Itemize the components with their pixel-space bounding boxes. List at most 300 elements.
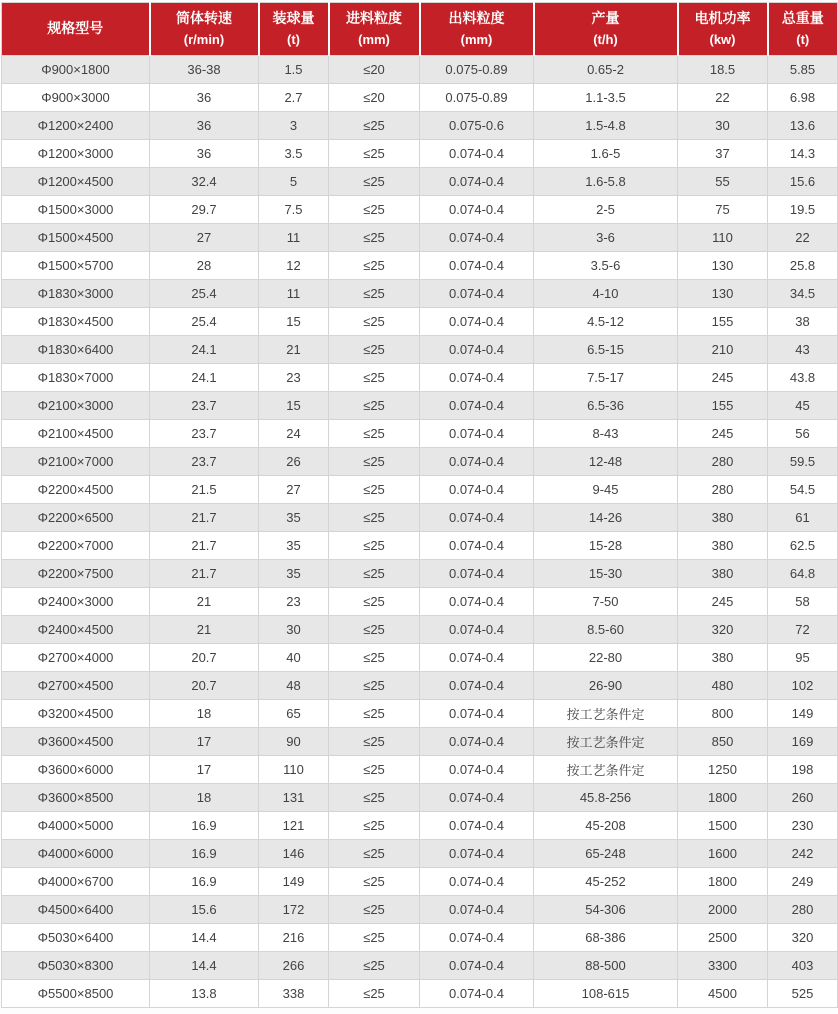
value-cell: 90	[259, 728, 329, 756]
value-cell: 22-80	[534, 644, 678, 672]
table-row	[2, 560, 838, 588]
value-cell: 0.074-0.4	[420, 728, 534, 756]
column-header-unit: (kw)	[709, 31, 736, 47]
value-cell: 21	[259, 336, 329, 364]
value-cell: 36-38	[150, 56, 259, 84]
value-cell: 3.5-6	[534, 252, 678, 280]
table-row	[2, 588, 838, 616]
model-cell: Φ1830×4500	[2, 308, 150, 336]
value-cell: ≤25	[329, 448, 420, 476]
value-cell: ≤25	[329, 364, 420, 392]
value-cell: 149	[259, 868, 329, 896]
column-header-7	[768, 3, 838, 56]
value-cell: ≤25	[329, 728, 420, 756]
value-cell: 17	[150, 756, 259, 784]
value-cell: 1.1-3.5	[534, 84, 678, 112]
value-cell: 2500	[678, 924, 768, 952]
value-cell: 280	[678, 448, 768, 476]
value-cell: 230	[768, 812, 838, 840]
value-cell: 149	[768, 700, 838, 728]
value-cell: 210	[678, 336, 768, 364]
model-cell: Φ5500×8500	[2, 980, 150, 1008]
value-cell: 130	[678, 280, 768, 308]
model-cell: Φ1830×6400	[2, 336, 150, 364]
value-cell: 45.8-256	[534, 784, 678, 812]
value-cell: 130	[678, 252, 768, 280]
value-cell: 24.1	[150, 336, 259, 364]
value-cell: 0.075-0.89	[420, 56, 534, 84]
value-cell: 403	[768, 952, 838, 980]
value-cell: 8-43	[534, 420, 678, 448]
value-cell: 37	[678, 140, 768, 168]
value-cell: 12-48	[534, 448, 678, 476]
value-cell: 0.074-0.4	[420, 756, 534, 784]
value-cell: 23.7	[150, 448, 259, 476]
table-header-row	[2, 3, 838, 56]
value-cell: 6.5-36	[534, 392, 678, 420]
value-cell: 35	[259, 504, 329, 532]
table-row	[2, 420, 838, 448]
column-header-label: 总重量	[781, 10, 824, 27]
column-header-label: 进料粒度	[346, 10, 402, 27]
value-cell: ≤25	[329, 700, 420, 728]
value-cell: ≤25	[329, 560, 420, 588]
value-cell: 0.074-0.4	[420, 532, 534, 560]
value-cell: 0.074-0.4	[420, 924, 534, 952]
value-cell: 21.7	[150, 504, 259, 532]
value-cell: 0.074-0.4	[420, 140, 534, 168]
value-cell: ≤25	[329, 420, 420, 448]
table-row	[2, 392, 838, 420]
value-cell: 36	[150, 84, 259, 112]
value-cell: 1250	[678, 756, 768, 784]
value-cell: 14-26	[534, 504, 678, 532]
value-cell: ≤25	[329, 280, 420, 308]
table-row	[2, 896, 838, 924]
model-cell: Φ5030×8300	[2, 952, 150, 980]
value-cell: 380	[678, 532, 768, 560]
column-header-label: 出料粒度	[448, 10, 505, 27]
value-cell: 6.5-15	[534, 336, 678, 364]
value-cell: ≤25	[329, 140, 420, 168]
model-cell: Φ2700×4000	[2, 644, 150, 672]
value-cell: 0.074-0.4	[420, 196, 534, 224]
table-row	[2, 280, 838, 308]
model-cell: Φ2400×4500	[2, 616, 150, 644]
value-cell: ≤25	[329, 224, 420, 252]
model-cell: Φ2200×4500	[2, 476, 150, 504]
value-cell: 15	[259, 392, 329, 420]
value-cell: 11	[259, 280, 329, 308]
value-cell: ≤20	[329, 84, 420, 112]
table-row	[2, 112, 838, 140]
value-cell: ≤25	[329, 616, 420, 644]
value-cell: 131	[259, 784, 329, 812]
value-cell: 7.5-17	[534, 364, 678, 392]
value-cell: 242	[768, 840, 838, 868]
value-cell: 23.7	[150, 420, 259, 448]
value-cell: 26	[259, 448, 329, 476]
value-cell: 11	[259, 224, 329, 252]
value-cell: ≤25	[329, 812, 420, 840]
value-cell: 28	[150, 252, 259, 280]
model-cell: Φ2400×3000	[2, 588, 150, 616]
value-cell: 25.4	[150, 308, 259, 336]
value-cell: 68-386	[534, 924, 678, 952]
value-cell: 0.074-0.4	[420, 896, 534, 924]
model-cell: Φ1830×3000	[2, 280, 150, 308]
value-cell: 45-252	[534, 868, 678, 896]
column-header-6	[678, 3, 768, 56]
table-row	[2, 252, 838, 280]
value-cell: ≤25	[329, 476, 420, 504]
value-cell: 6.98	[768, 84, 838, 112]
value-cell: 30	[259, 616, 329, 644]
value-cell: 169	[768, 728, 838, 756]
model-cell: Φ1200×3000	[2, 140, 150, 168]
table-row	[2, 784, 838, 812]
model-cell: Φ1500×4500	[2, 224, 150, 252]
value-cell: 36	[150, 140, 259, 168]
table-row	[2, 224, 838, 252]
value-cell: 0.074-0.4	[420, 252, 534, 280]
value-cell: 0.075-0.89	[420, 84, 534, 112]
column-header-5	[534, 3, 678, 56]
column-header-unit: (t)	[796, 31, 810, 47]
value-cell: 58	[768, 588, 838, 616]
value-cell: 0.074-0.4	[420, 700, 534, 728]
value-cell: 22	[678, 84, 768, 112]
value-cell: 20.7	[150, 644, 259, 672]
model-cell: Φ2100×3000	[2, 392, 150, 420]
value-cell: 9-45	[534, 476, 678, 504]
column-header-label: 装球量	[272, 10, 315, 27]
value-cell: ≤25	[329, 644, 420, 672]
value-cell: 19.5	[768, 196, 838, 224]
model-cell: Φ2200×7000	[2, 532, 150, 560]
value-cell: 23	[259, 364, 329, 392]
value-cell: 21	[150, 588, 259, 616]
value-cell: 245	[678, 420, 768, 448]
value-cell: 260	[768, 784, 838, 812]
value-cell: 0.074-0.4	[420, 616, 534, 644]
value-cell: 380	[678, 504, 768, 532]
value-cell: 3	[259, 112, 329, 140]
table-row	[2, 504, 838, 532]
model-cell: Φ1200×4500	[2, 168, 150, 196]
value-cell: ≤25	[329, 504, 420, 532]
value-cell: 22	[768, 224, 838, 252]
model-cell: Φ5030×6400	[2, 924, 150, 952]
value-cell: 13.8	[150, 980, 259, 1008]
value-cell: 1.6-5.8	[534, 168, 678, 196]
value-cell: ≤25	[329, 532, 420, 560]
value-cell: 0.074-0.4	[420, 224, 534, 252]
value-cell: 380	[678, 560, 768, 588]
value-cell: 21.7	[150, 532, 259, 560]
value-cell: ≤25	[329, 784, 420, 812]
model-cell: Φ1200×2400	[2, 112, 150, 140]
table-row	[2, 56, 838, 84]
value-cell: 2.7	[259, 84, 329, 112]
model-cell: Φ4500×6400	[2, 896, 150, 924]
value-cell: 172	[259, 896, 329, 924]
value-cell: 0.074-0.4	[420, 168, 534, 196]
value-cell: 280	[768, 896, 838, 924]
model-cell: Φ4000×6000	[2, 840, 150, 868]
value-cell: 24.1	[150, 364, 259, 392]
model-cell: Φ2200×7500	[2, 560, 150, 588]
value-cell: ≤25	[329, 840, 420, 868]
value-cell: 0.075-0.6	[420, 112, 534, 140]
model-cell: Φ3600×8500	[2, 784, 150, 812]
value-cell: 0.074-0.4	[420, 812, 534, 840]
value-cell: 216	[259, 924, 329, 952]
value-cell: 35	[259, 532, 329, 560]
value-cell: 1800	[678, 868, 768, 896]
value-cell: 25.4	[150, 280, 259, 308]
value-cell: 7.5	[259, 196, 329, 224]
value-cell: ≤25	[329, 196, 420, 224]
table-row	[2, 952, 838, 980]
column-header-1	[150, 3, 259, 56]
column-header-4	[420, 3, 534, 56]
model-cell: Φ2100×7000	[2, 448, 150, 476]
model-cell: Φ4000×6700	[2, 868, 150, 896]
column-header-3	[329, 3, 420, 56]
table-row	[2, 476, 838, 504]
table-row	[2, 644, 838, 672]
value-cell: 40	[259, 644, 329, 672]
column-header-unit: (t/h)	[593, 31, 618, 47]
value-cell: 338	[259, 980, 329, 1008]
value-cell: 14.3	[768, 140, 838, 168]
value-cell: 3.5	[259, 140, 329, 168]
value-cell: ≤25	[329, 672, 420, 700]
model-cell: Φ3600×6000	[2, 756, 150, 784]
value-cell: 16.9	[150, 812, 259, 840]
value-cell: 43	[768, 336, 838, 364]
value-cell: 146	[259, 840, 329, 868]
table-row	[2, 308, 838, 336]
value-cell: 27	[150, 224, 259, 252]
value-cell: 3-6	[534, 224, 678, 252]
value-cell: 按工艺条件定	[534, 700, 678, 728]
table-body	[2, 56, 838, 1008]
value-cell: 45-208	[534, 812, 678, 840]
value-cell: 21	[150, 616, 259, 644]
value-cell: ≤25	[329, 168, 420, 196]
value-cell: ≤25	[329, 392, 420, 420]
table-row	[2, 728, 838, 756]
value-cell: 按工艺条件定	[534, 728, 678, 756]
value-cell: 0.074-0.4	[420, 784, 534, 812]
table-row	[2, 196, 838, 224]
value-cell: 0.074-0.4	[420, 336, 534, 364]
value-cell: 110	[678, 224, 768, 252]
value-cell: 2-5	[534, 196, 678, 224]
value-cell: 24	[259, 420, 329, 448]
column-header-unit: (mm)	[358, 31, 390, 47]
value-cell: 320	[768, 924, 838, 952]
value-cell: 800	[678, 700, 768, 728]
value-cell: 72	[768, 616, 838, 644]
value-cell: 45	[768, 392, 838, 420]
value-cell: 1.5	[259, 56, 329, 84]
value-cell: ≤25	[329, 588, 420, 616]
value-cell: 2000	[678, 896, 768, 924]
model-cell: Φ2100×4500	[2, 420, 150, 448]
value-cell: 110	[259, 756, 329, 784]
value-cell: 36	[150, 112, 259, 140]
value-cell: 15.6	[150, 896, 259, 924]
value-cell: 0.074-0.4	[420, 644, 534, 672]
value-cell: 88-500	[534, 952, 678, 980]
model-cell: Φ1500×3000	[2, 196, 150, 224]
table-row	[2, 840, 838, 868]
value-cell: 27	[259, 476, 329, 504]
value-cell: ≤20	[329, 56, 420, 84]
column-header-0	[2, 3, 150, 56]
table-row	[2, 336, 838, 364]
value-cell: 320	[678, 616, 768, 644]
value-cell: 32.4	[150, 168, 259, 196]
value-cell: 38	[768, 308, 838, 336]
value-cell: 23.7	[150, 392, 259, 420]
value-cell: 61	[768, 504, 838, 532]
value-cell: 245	[678, 364, 768, 392]
model-cell: Φ1830×7000	[2, 364, 150, 392]
value-cell: 15-30	[534, 560, 678, 588]
column-header-unit: (r/min)	[183, 31, 225, 47]
value-cell: 43.8	[768, 364, 838, 392]
value-cell: 0.65-2	[534, 56, 678, 84]
value-cell: 0.074-0.4	[420, 280, 534, 308]
table-row	[2, 700, 838, 728]
column-header-label: 筒体转速	[176, 10, 232, 27]
value-cell: 30	[678, 112, 768, 140]
value-cell: 0.074-0.4	[420, 420, 534, 448]
table-row	[2, 924, 838, 952]
value-cell: 25.8	[768, 252, 838, 280]
model-cell: Φ2700×4500	[2, 672, 150, 700]
value-cell: 16.9	[150, 840, 259, 868]
value-cell: 按工艺条件定	[534, 756, 678, 784]
value-cell: 16.9	[150, 868, 259, 896]
model-cell: Φ3200×4500	[2, 700, 150, 728]
table-row	[2, 84, 838, 112]
column-header-2	[259, 3, 329, 56]
value-cell: 54.5	[768, 476, 838, 504]
table-row	[2, 868, 838, 896]
table-row	[2, 756, 838, 784]
column-header-label: 产量	[591, 10, 620, 27]
table-row	[2, 168, 838, 196]
value-cell: ≤25	[329, 980, 420, 1008]
value-cell: 1500	[678, 812, 768, 840]
value-cell: 0.074-0.4	[420, 308, 534, 336]
value-cell: 266	[259, 952, 329, 980]
table-row	[2, 364, 838, 392]
value-cell: 121	[259, 812, 329, 840]
value-cell: 0.074-0.4	[420, 588, 534, 616]
value-cell: 102	[768, 672, 838, 700]
table-row	[2, 672, 838, 700]
value-cell: 380	[678, 644, 768, 672]
value-cell: 155	[678, 308, 768, 336]
value-cell: 0.074-0.4	[420, 476, 534, 504]
table-row	[2, 140, 838, 168]
value-cell: 29.7	[150, 196, 259, 224]
value-cell: 34.5	[768, 280, 838, 308]
value-cell: 249	[768, 868, 838, 896]
value-cell: 12	[259, 252, 329, 280]
table-row	[2, 980, 838, 1008]
spec-table	[1, 2, 838, 1008]
value-cell: 35	[259, 560, 329, 588]
value-cell: 0.074-0.4	[420, 560, 534, 588]
column-header-unit: (mm)	[460, 31, 493, 47]
value-cell: 245	[678, 588, 768, 616]
model-cell: Φ3600×4500	[2, 728, 150, 756]
value-cell: 0.074-0.4	[420, 868, 534, 896]
value-cell: 0.074-0.4	[420, 672, 534, 700]
value-cell: 21.5	[150, 476, 259, 504]
value-cell: 0.074-0.4	[420, 448, 534, 476]
value-cell: 0.074-0.4	[420, 392, 534, 420]
value-cell: 5	[259, 168, 329, 196]
value-cell: 15	[259, 308, 329, 336]
value-cell: ≤25	[329, 952, 420, 980]
value-cell: 4.5-12	[534, 308, 678, 336]
value-cell: 155	[678, 392, 768, 420]
value-cell: 480	[678, 672, 768, 700]
model-cell: Φ4000×5000	[2, 812, 150, 840]
value-cell: 95	[768, 644, 838, 672]
column-header-label: 电机功率	[694, 10, 751, 27]
value-cell: 3300	[678, 952, 768, 980]
value-cell: 54-306	[534, 896, 678, 924]
value-cell: 21.7	[150, 560, 259, 588]
value-cell: 0.074-0.4	[420, 504, 534, 532]
value-cell: 198	[768, 756, 838, 784]
value-cell: 280	[678, 476, 768, 504]
value-cell: 55	[678, 168, 768, 196]
value-cell: 1600	[678, 840, 768, 868]
value-cell: 26-90	[534, 672, 678, 700]
value-cell: 5.85	[768, 56, 838, 84]
value-cell: ≤25	[329, 868, 420, 896]
value-cell: 0.074-0.4	[420, 952, 534, 980]
value-cell: 8.5-60	[534, 616, 678, 644]
value-cell: 64.8	[768, 560, 838, 588]
model-cell: Φ900×1800	[2, 56, 150, 84]
value-cell: 15.6	[768, 168, 838, 196]
value-cell: 0.074-0.4	[420, 364, 534, 392]
value-cell: 18	[150, 700, 259, 728]
value-cell: ≤25	[329, 896, 420, 924]
value-cell: 23	[259, 588, 329, 616]
value-cell: 56	[768, 420, 838, 448]
value-cell: 1800	[678, 784, 768, 812]
value-cell: ≤25	[329, 112, 420, 140]
value-cell: 850	[678, 728, 768, 756]
value-cell: 65-248	[534, 840, 678, 868]
value-cell: ≤25	[329, 308, 420, 336]
value-cell: 62.5	[768, 532, 838, 560]
value-cell: ≤25	[329, 252, 420, 280]
column-header-unit: (t)	[287, 31, 300, 47]
